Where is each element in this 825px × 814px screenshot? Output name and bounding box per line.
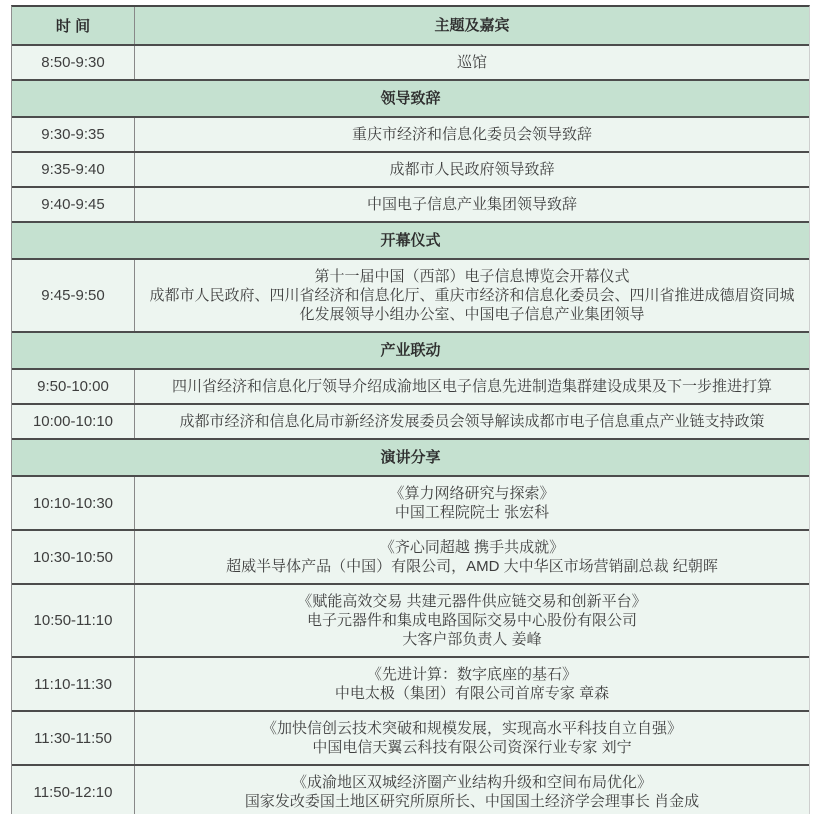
schedule-row — [12, 153, 809, 188]
topic-line: 化发展领导小组办公室、中国电子信息产业集团领导 — [299, 306, 645, 323]
header-row — [12, 7, 809, 46]
schedule-row — [12, 766, 809, 814]
schedule-row — [12, 370, 809, 405]
time-cell: 11:50-12:10 — [12, 766, 135, 814]
topic-line: 国家发改委国土地区研究所原所长、中国国土经济学会理事长 肖金成 — [244, 793, 700, 810]
time-cell: 9:45-9:50 — [12, 260, 135, 331]
topic-cell — [135, 477, 809, 529]
topic-line: 中国电子信息产业集团领导致辞 — [366, 196, 577, 213]
topic-line: 超威半导体产品（中国）有限公司，AMD 大中华区市场营销副总裁 纪朝晖 — [226, 558, 718, 575]
topic-cell — [135, 766, 809, 814]
schedule-row — [12, 46, 809, 81]
topic-line: 第十一届中国（西部）电子信息博览会开幕仪式 — [314, 268, 630, 285]
topic-line: 《齐心同超越 携手共成就》 — [379, 539, 565, 556]
topic-line: 重庆市经济和信息化委员会领导致辞 — [351, 126, 592, 143]
topic-cell — [135, 658, 809, 710]
section-band — [12, 223, 809, 260]
time-cell: 9:40-9:45 — [12, 188, 135, 221]
topic-line: 中国电信天翼云科技有限公司资深行业专家 刘宁 — [312, 739, 632, 756]
time-cell: 9:30-9:35 — [12, 118, 135, 151]
topic-line: 电子元器件和集成电路国际交易中心股份有限公司 — [306, 612, 637, 629]
topic-line: 成都市经济和信息化局市新经济发展委员会领导解读成都市电子信息重点产业链支持政策 — [179, 413, 765, 430]
schedule-row — [12, 585, 809, 658]
topic-cell — [135, 531, 809, 583]
section-label: 领导致辞 — [380, 90, 441, 107]
topic-line: 大客户部负责人 姜峰 — [402, 631, 542, 648]
schedule-row — [12, 405, 809, 440]
time-cell: 8:50-9:30 — [12, 46, 135, 79]
topic-column-header: 主题及嘉宾 — [135, 7, 809, 44]
topic-cell — [135, 370, 809, 403]
topic-cell — [135, 118, 809, 151]
topic-line: 中电太极（集团）有限公司首席专家 章森 — [334, 685, 610, 702]
time-cell: 10:50-11:10 — [12, 585, 135, 656]
topic-line: 《加快信创云技术突破和规模发展，实现高水平科技自立自强》 — [261, 720, 682, 737]
topic-line: 《赋能高效交易 共建元器件供应链交易和创新平台》 — [297, 593, 647, 610]
time-cell: 11:30-11:50 — [12, 712, 135, 764]
topic-cell — [135, 188, 809, 221]
time-column-header: 时 间 — [12, 7, 135, 44]
schedule-row — [12, 118, 809, 153]
topic-line: 成都市人民政府、四川省经济和信息化厅、重庆市经济和信息化委员会、四川省推进成德眉资同城 — [149, 287, 795, 304]
topic-line: 《成渝地区双城经济圈产业结构升级和空间布局优化》 — [291, 774, 652, 791]
time-cell: 9:50-10:00 — [12, 370, 135, 403]
section-label: 演讲分享 — [380, 449, 441, 466]
section-band — [12, 440, 809, 477]
section-band — [12, 81, 809, 118]
topic-line: 《算力网络研究与探索》 — [389, 485, 555, 502]
topic-cell — [135, 153, 809, 186]
topic-cell — [135, 712, 809, 764]
topic-cell — [135, 585, 809, 656]
section-label: 产业联动 — [380, 342, 441, 359]
topic-line: 《先进计算：数字底座的基石》 — [366, 666, 577, 683]
topic-cell — [135, 260, 809, 331]
schedule-row — [12, 188, 809, 223]
topic-line: 巡馆 — [456, 54, 487, 71]
topic-line: 四川省经济和信息化厅领导介绍成渝地区电子信息先进制造集群建设成果及下一步推进打算 — [171, 378, 772, 395]
time-cell: 9:35-9:40 — [12, 153, 135, 186]
time-cell: 10:30-10:50 — [12, 531, 135, 583]
topic-cell — [135, 405, 809, 438]
schedule-row — [12, 260, 809, 333]
schedule-row — [12, 712, 809, 766]
schedule-row — [12, 658, 809, 712]
time-cell: 10:10-10:30 — [12, 477, 135, 529]
schedule-row — [12, 477, 809, 531]
time-cell: 11:10-11:30 — [12, 658, 135, 710]
topic-cell — [135, 46, 809, 79]
section-label: 开幕仪式 — [380, 232, 441, 249]
agenda-table — [11, 5, 810, 814]
topic-line: 中国工程院院士 张宏科 — [394, 504, 550, 521]
topic-line: 成都市人民政府领导致辞 — [389, 161, 555, 178]
time-cell: 10:00-10:10 — [12, 405, 135, 438]
schedule-row — [12, 531, 809, 585]
section-band — [12, 333, 809, 370]
